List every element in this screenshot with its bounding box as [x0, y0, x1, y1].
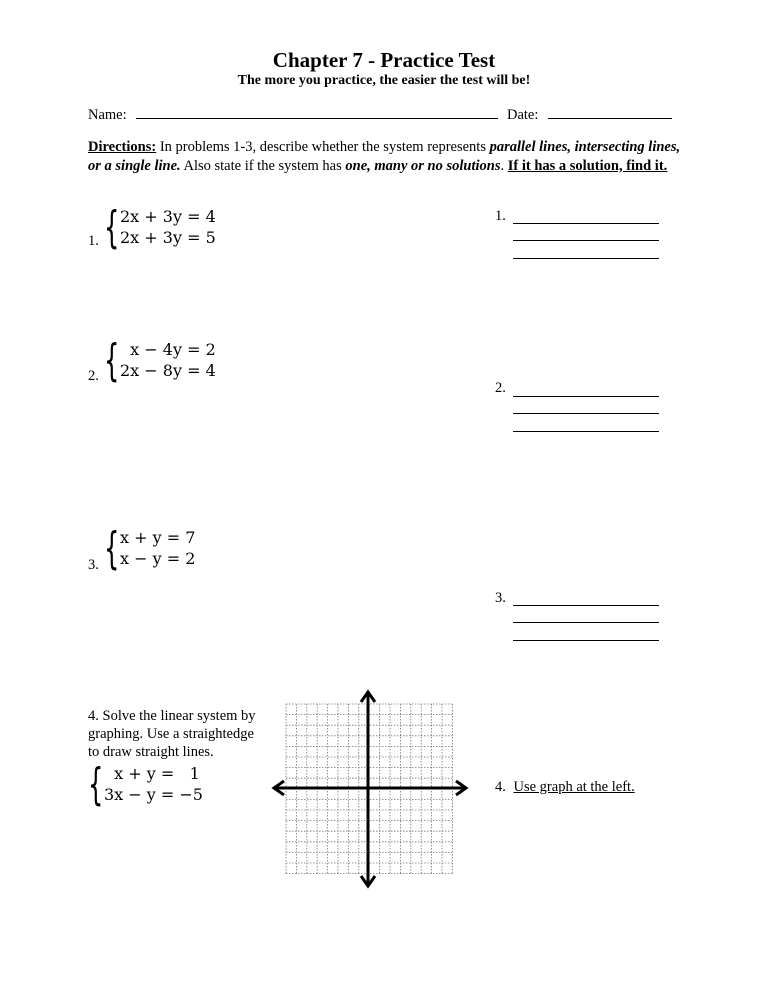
- answer-3-number: 3.: [495, 590, 506, 606]
- answer-1-number: 1.: [495, 208, 506, 224]
- answer-4-text: Use graph at the left.: [513, 779, 635, 795]
- problem-3-number: 3.: [88, 557, 99, 573]
- answer-2-number: 2.: [495, 380, 506, 396]
- answer-4: [495, 779, 635, 796]
- answer-3-line-1[interactable]: [513, 605, 659, 606]
- problem-4-system: [88, 759, 228, 810]
- directions-label: Directions:: [88, 139, 157, 155]
- answer-2-line-3[interactable]: [513, 431, 659, 432]
- answer-1-line-1[interactable]: [513, 223, 659, 224]
- problem-1-number: 1.: [88, 233, 99, 249]
- answer-3-line-3[interactable]: [513, 640, 659, 641]
- date-label: Date:: [507, 107, 539, 123]
- coordinate-grid[interactable]: [268, 688, 474, 892]
- brace-icon: {: [88, 759, 104, 810]
- problem-4-eq-1: x + y = 1: [104, 764, 200, 783]
- name-field: [88, 104, 498, 124]
- problem-1-eq-2: 2x + 3y = 5: [120, 228, 216, 247]
- name-label: Name:: [88, 107, 127, 123]
- answer-4-number: 4.: [495, 779, 506, 795]
- problem-2-eq-2: 2x − 8y = 4: [120, 361, 216, 380]
- problem-1-eq-1: 2x + 3y = 4: [120, 207, 216, 226]
- answer-2-line-1[interactable]: [513, 396, 659, 397]
- answer-3-line-2[interactable]: [513, 622, 659, 623]
- directions-emph-2: one, many or no solutions: [345, 157, 501, 174]
- date-field: [507, 104, 672, 124]
- problem-2-system: [104, 335, 244, 386]
- directions: [88, 138, 688, 175]
- problem-2-number: 2.: [88, 368, 99, 384]
- problem-1-system: [104, 202, 244, 253]
- page-title: Chapter 7 - Practice Test: [272, 48, 496, 72]
- brace-icon: {: [104, 335, 120, 386]
- answer-1-line-3[interactable]: [513, 258, 659, 259]
- answer-1-line-2[interactable]: [513, 240, 659, 241]
- directions-emph-3: If it has a solution, find it.: [507, 157, 668, 174]
- date-blank[interactable]: [548, 104, 672, 119]
- problem-3-eq-2: x − y = 2: [120, 549, 196, 568]
- brace-icon: {: [104, 523, 120, 574]
- brace-icon: {: [104, 202, 120, 253]
- problem-4-text: 4. Solve the linear system by graphing. Use a straightedge to draw straight lines.: [88, 708, 256, 760]
- problem-4-eq-2: 3x − y = −5: [104, 785, 203, 804]
- problem-2-eq-1: x − 4y = 2: [120, 340, 216, 359]
- answer-2-line-2[interactable]: [513, 413, 659, 414]
- directions-emph-1: parallel lines, intersecting lines, or a single line.: [88, 139, 681, 174]
- name-blank[interactable]: [136, 104, 498, 119]
- page-subtitle: The more you practice, the easier the test will be!: [237, 73, 531, 88]
- directions-text-1: In problems 1-3, describe whether the system represents: [156, 139, 490, 155]
- problem-3-eq-1: x + y = 7: [120, 528, 196, 547]
- problem-3-system: [104, 523, 244, 574]
- directions-text-2: Also state if the system has: [180, 157, 346, 174]
- directions-text-3: .: [500, 157, 508, 174]
